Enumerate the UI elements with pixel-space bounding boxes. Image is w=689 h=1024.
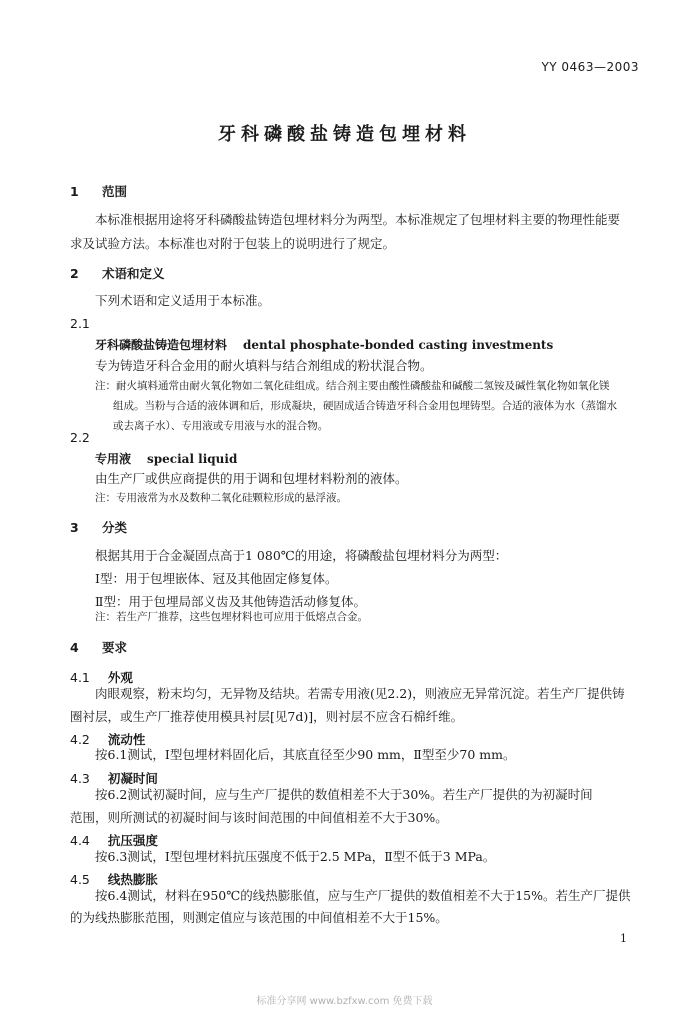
subsection-number: 4.4: [70, 833, 90, 848]
section-number: 4: [70, 640, 79, 655]
paragraph: Ⅰ型：用于包埋嵌体、冠及其他固定修复体。: [95, 571, 338, 586]
watermark: 标准分享网 www.bzfxw.com 免费下载: [256, 996, 433, 1007]
paragraph: Ⅱ型：用于包埋局部义齿及其他铸造活动修复体。: [95, 594, 366, 609]
term-zh: 专用液: [95, 452, 132, 466]
paragraph: 按6.2测试初凝时间，应与生产厂提供的数值相差不大于30%。若生产厂提供的为初凝时间: [95, 787, 593, 802]
paragraph: 下列术语和定义适用于本标准。: [95, 293, 271, 308]
subsection-number: 4.1: [70, 670, 90, 685]
section-4-heading: [70, 638, 127, 656]
term-heading: [95, 450, 237, 467]
subsection-title: 外观: [107, 670, 133, 685]
paragraph: 肉眼观察，粉末均匀，无异物及结块。若需专用液(见2.2)，则液应无异常沉淀。若生产厂提供铸: [95, 686, 625, 701]
paragraph: 圈衬层，或生产厂推荐使用模具衬层[见7d)]，则衬层不应含石棉纤维。: [70, 709, 464, 724]
subsection-number: 4.3: [70, 771, 90, 786]
note: 组成。当粉与合适的液体调和后，形成凝块，硬固成适合铸造牙科合金用包埋铸型。合适的液体为水（蒸馏水: [113, 400, 617, 412]
paragraph: 范围，则所测试的初凝时间与该时间范围的中间值相差不大于30%。: [70, 810, 448, 825]
term-en: dental phosphate-bonded casting investments: [243, 338, 554, 352]
section-title: 分类: [102, 520, 128, 535]
paragraph: 根据其用于合金凝固点高于1 080℃的用途，将磷酸盐包埋材料分为两型：: [95, 548, 508, 563]
page-number: 1: [620, 932, 627, 945]
paragraph: 本标准根据用途将牙科磷酸盐铸造包埋材料分为两型。本标准规定了包埋材料主要的物理性能要: [95, 212, 621, 227]
paragraph: 按6.1测试，Ⅰ型包埋材料固化后，其底直径至少90 mm，Ⅱ型至少70 mm。: [95, 747, 516, 762]
section-title: 要求: [102, 640, 128, 655]
note: 注：耐火填料通常由耐火氧化物如二氧化硅组成。结合剂主要由酸性磷酸盐和碱酸二氢铵及碱性氧化物如氧化镁: [95, 380, 610, 392]
paragraph: 求及试验方法。本标准也对附于包装上的说明进行了规定。: [70, 236, 396, 251]
subsection-title: 线热膨胀: [107, 872, 158, 887]
section-2-heading: [70, 264, 165, 282]
section-3-heading: [70, 518, 127, 536]
subsection-title: 初凝时间: [107, 771, 158, 786]
term-en: special liquid: [147, 452, 238, 466]
paragraph: 的为线热膨胀范围，则测定值应与该范围的中间值相差不大于15%。: [70, 910, 448, 925]
paragraph: 按6.4测试，材料在950℃的线热膨胀值，应与生产厂提供的数值相差不大于15%。若生产厂提供: [95, 888, 631, 903]
document-title: 牙科磷酸盐铸造包埋材料: [218, 124, 471, 145]
section-number: 1: [70, 184, 79, 199]
section-title: 范围: [102, 184, 128, 199]
subsection-number: 4.2: [70, 732, 90, 747]
section-title: 术语和定义: [102, 266, 165, 281]
term-definition: 由生产厂或供应商提供的用于调和包埋材料粉剂的液体。: [95, 471, 408, 486]
section-number: 3: [70, 520, 79, 535]
note: 或去离子水）、专用液或专用液与水的混合物。: [113, 420, 329, 432]
subsection-title: 抗压强度: [107, 833, 158, 848]
term-heading: [95, 336, 553, 353]
term-number: 2.1: [70, 316, 90, 331]
standard-number: YY 0463—2003: [541, 60, 639, 74]
subsection-title: 流动性: [107, 732, 146, 747]
note: 注：专用液常为水及数种二氧化硅颗粒形成的悬浮液。: [95, 492, 347, 504]
term-definition: 专为铸造牙科合金用的耐火填料与结合剂组成的粉状混合物。: [95, 358, 433, 373]
term-zh: 牙科磷酸盐铸造包埋材料: [95, 338, 228, 352]
term-number: 2.2: [70, 430, 90, 445]
note: 注：若生产厂推荐，这些包埋材料也可应用于低熔点合金。: [95, 611, 368, 623]
section-1-heading: [70, 182, 127, 200]
section-number: 2: [70, 266, 79, 281]
subsection-number: 4.5: [70, 872, 90, 887]
paragraph: 按6.3测试，Ⅰ型包埋材料抗压强度不低于2.5 MPa，Ⅱ型不低于3 MPa。: [95, 849, 496, 864]
